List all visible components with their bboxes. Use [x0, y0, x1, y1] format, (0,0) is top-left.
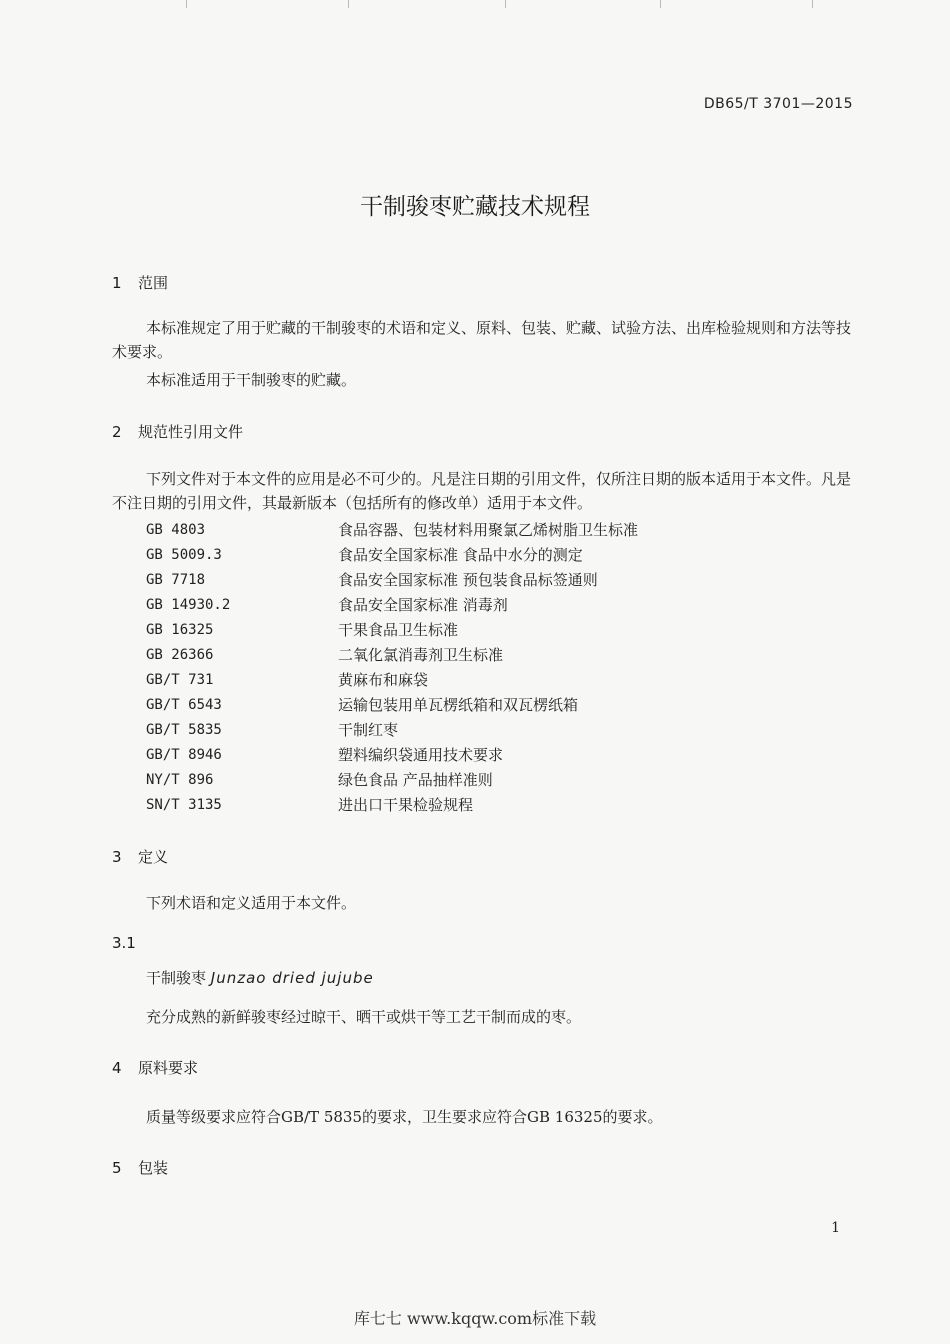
reference-code: GB 4803 — [146, 521, 206, 538]
term-english: Junzao dried jujube — [210, 969, 374, 987]
reference-title: 二氧化氯消毒剂卫生标准 — [338, 646, 504, 664]
section-number: 5 — [112, 1159, 122, 1177]
reference-row — [146, 742, 638, 767]
footer-watermark: 库七七 www.kqqw.com标准下载 — [353, 1309, 597, 1328]
section-number: 4 — [112, 1059, 122, 1077]
term-definition: 充分成熟的新鲜骏枣经过晾干、晒干或烘干等工艺干制而成的枣。 — [146, 1008, 582, 1026]
page-number: 1 — [831, 1220, 840, 1236]
section-heading-raw-materials — [112, 1057, 198, 1078]
section-number: 1 — [112, 274, 122, 292]
section-heading-normative-references — [112, 421, 243, 442]
reference-title: 干果食品卫生标准 — [338, 621, 459, 639]
section-heading-definitions — [112, 846, 168, 867]
section-number: 2 — [112, 423, 122, 441]
section-title: 规范性引用文件 — [138, 423, 244, 441]
reference-code: GB 16325 — [146, 621, 214, 638]
reference-code: GB 26366 — [146, 646, 214, 663]
section-title: 包装 — [138, 1159, 169, 1177]
document-title: 干制骏枣贮藏技术规程 — [360, 194, 590, 220]
subsection-number: 3.1 — [112, 934, 136, 952]
scope-paragraph: 本标准适用于干制骏枣的贮藏。 — [146, 371, 357, 389]
section-title: 定义 — [138, 848, 169, 866]
scope-paragraph: 本标准规定了用于贮藏的干制骏枣的术语和定义、原料、包装、贮藏、试验方法、出库检验规则和方法等技术要求。 — [112, 319, 852, 361]
reference-title: 食品安全国家标准 食品中水分的测定 — [338, 546, 583, 564]
reference-row — [146, 692, 638, 717]
reference-row — [146, 517, 638, 542]
section-heading-scope — [112, 272, 168, 293]
scan-mark — [812, 0, 813, 8]
reference-row — [146, 717, 638, 742]
scan-mark — [660, 0, 661, 8]
reference-code: GB 14930.2 — [146, 596, 231, 613]
reference-row — [146, 792, 638, 817]
section-number: 3 — [112, 848, 122, 866]
scan-mark — [186, 0, 187, 8]
reference-title: 黄麻布和麻袋 — [338, 671, 429, 689]
reference-row — [146, 542, 638, 567]
term-entry — [146, 967, 374, 988]
reference-title: 进出口干果检验规程 — [338, 796, 474, 814]
term-chinese: 干制骏枣 — [146, 969, 207, 987]
reference-code: GB/T 6543 — [146, 696, 222, 713]
reference-title: 食品安全国家标准 预包装食品标签通则 — [338, 571, 598, 589]
reference-code: NY/T 896 — [146, 771, 214, 788]
reference-row — [146, 642, 638, 667]
reference-title: 绿色食品 产品抽样准则 — [338, 771, 493, 789]
reference-code: GB 7718 — [146, 571, 206, 588]
reference-row — [146, 592, 638, 617]
reference-row — [146, 617, 638, 642]
reference-code: GB/T 8946 — [146, 746, 222, 763]
reference-title: 食品安全国家标准 消毒剂 — [338, 596, 508, 614]
reference-row — [146, 567, 638, 592]
raw-materials-text: 质量等级要求应符合GB/T 5835的要求，卫生要求应符合GB 16325的要求。 — [146, 1108, 663, 1126]
reference-row — [146, 767, 638, 792]
reference-title: 运输包装用单瓦楞纸箱和双瓦楞纸箱 — [338, 696, 579, 714]
reference-row — [146, 667, 638, 692]
reference-code: GB 5009.3 — [146, 546, 222, 563]
reference-title: 塑料编织袋通用技术要求 — [338, 746, 504, 764]
reference-title: 食品容器、包装材料用聚氯乙烯树脂卫生标准 — [338, 521, 639, 539]
reference-list — [146, 517, 638, 817]
scan-mark — [505, 0, 506, 8]
section-heading-packaging — [112, 1157, 168, 1178]
reference-title: 干制红枣 — [338, 721, 399, 739]
reference-code: GB/T 731 — [146, 671, 214, 688]
references-intro: 下列文件对于本文件的应用是必不可少的。凡是注日期的引用文件，仅所注日期的版本适用于本文件。凡是不注日期的引用文件，其最新版本（包括所有的修改单）适用于本文件。 — [112, 470, 852, 512]
reference-code: GB/T 5835 — [146, 721, 222, 738]
scan-mark — [348, 0, 349, 8]
section-title: 范围 — [138, 274, 169, 292]
definitions-intro: 下列术语和定义适用于本文件。 — [146, 894, 357, 912]
standard-code: DB65/T 3701—2015 — [703, 96, 853, 112]
section-title: 原料要求 — [138, 1059, 199, 1077]
reference-code: SN/T 3135 — [146, 796, 222, 813]
